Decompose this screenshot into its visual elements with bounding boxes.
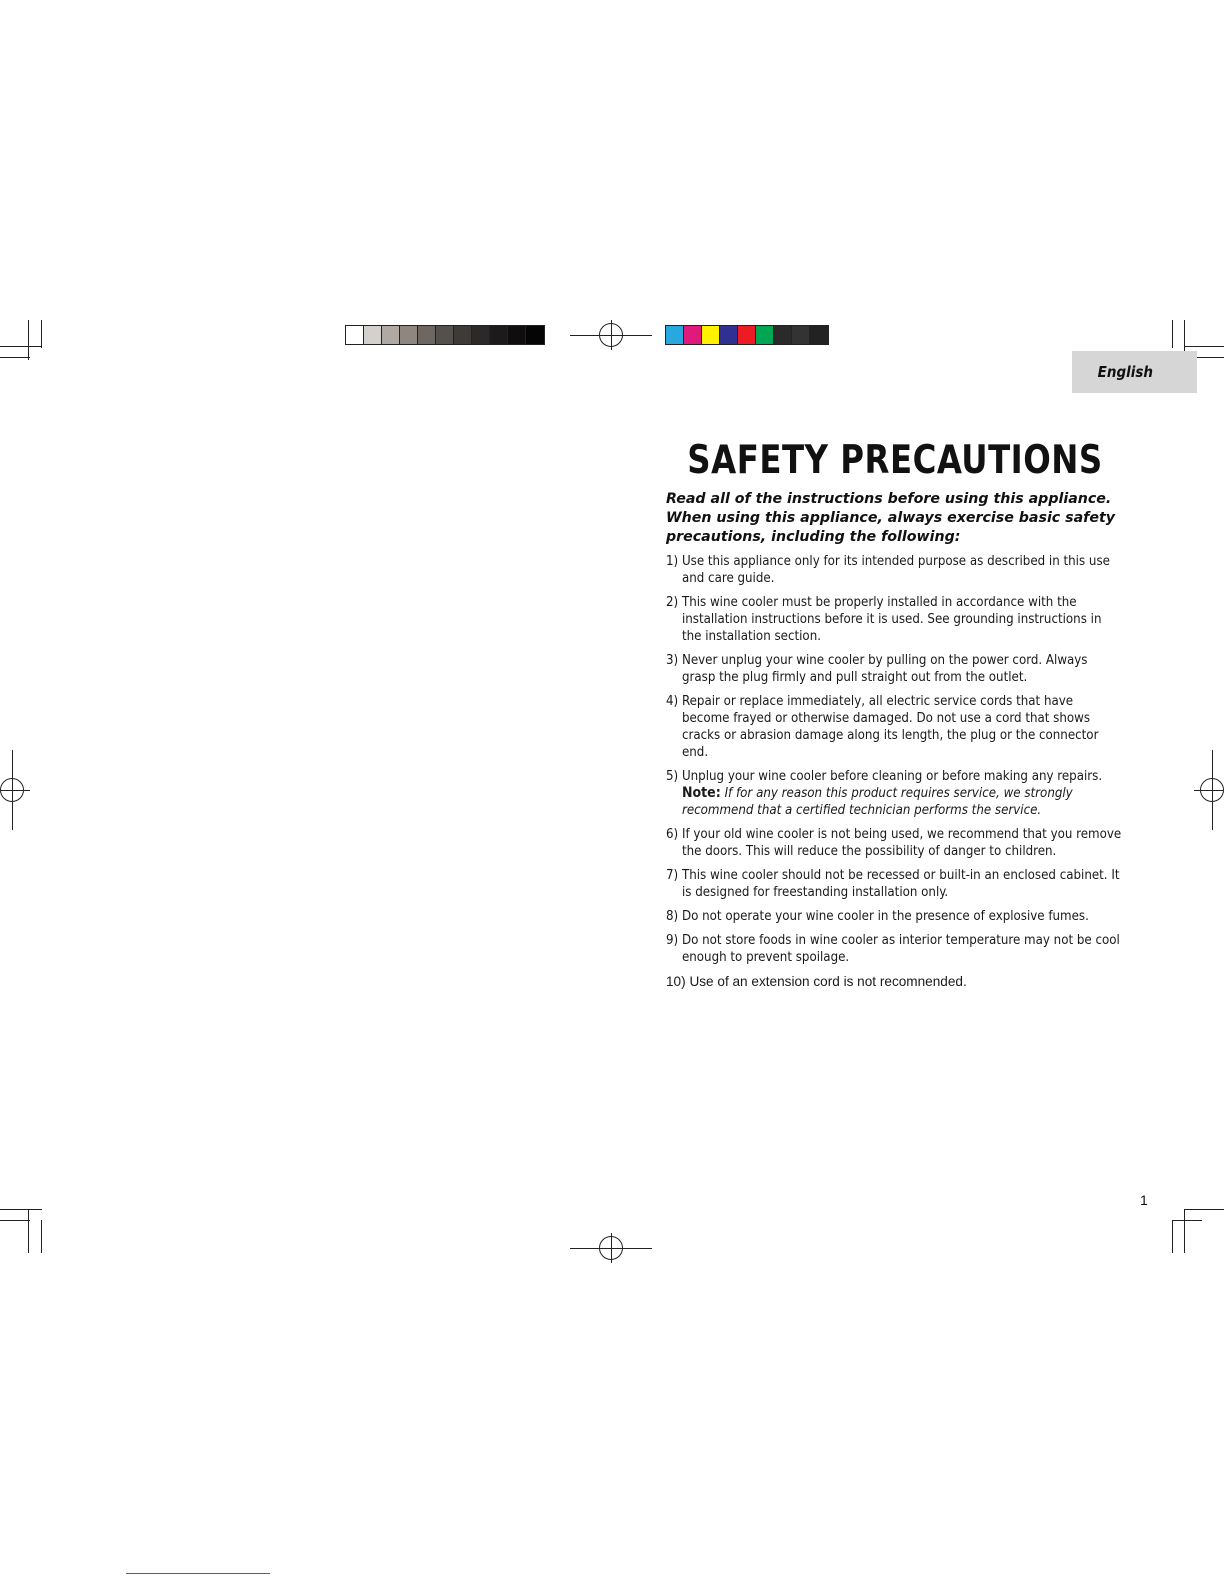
color-swatch [702,326,720,344]
list-item [666,693,1124,761]
item-number: 2) [666,595,679,610]
color-swatch [508,326,526,344]
item-number: 10) [666,974,686,989]
item-text: This wine cooler should not be recessed or built-in an enclosed cabinet. It is designed for freestanding installation only. [681,868,1120,900]
item-number: 1) [666,554,679,569]
intro-paragraph [666,490,1126,547]
color-swatch [436,326,454,344]
color-swatch [418,326,436,344]
list-item [666,594,1124,645]
color-swatch [400,326,418,344]
bottom-rule [126,1573,270,1574]
item-number: 6) [666,827,679,842]
list-item [666,973,1124,990]
color-swatch [720,326,738,344]
color-swatch [382,326,400,344]
list-item [666,932,1124,966]
color-swatch [792,326,810,344]
list-item [666,768,1124,819]
list-item [666,908,1124,925]
item-number: 3) [666,653,679,668]
item-number: 8) [666,909,679,924]
color-swatch [684,326,702,344]
process-color-bar [665,325,829,345]
color-swatch [526,326,544,344]
list-item [666,652,1124,686]
language-tab [1072,351,1197,393]
list-item [666,553,1124,587]
color-swatch [810,326,828,344]
color-swatch [774,326,792,344]
item-number: 9) [666,933,679,948]
color-swatch [454,326,472,344]
item-text: Never unplug your wine cooler by pulling on the power cord. Always grasp the plug firmly and pull straight out from the outlet. [681,653,1088,685]
precautions-list [666,553,1124,997]
color-swatch [756,326,774,344]
intro-line: precautions, including the following: [666,529,961,545]
item-text: Repair or replace immediately, all electric service cords that have become frayed or otherwise damaged. Do not use a cord that shows cracks or abrasion damage along its length, the plug or the connector end. [681,694,1099,760]
item-text: Do not operate your wine cooler in the presence of explosive fumes. [681,909,1089,924]
intro-line: Read all of the instructions before using this appliance. [666,491,1112,507]
grayscale-color-bar [345,325,545,345]
item-text: If your old wine cooler is not being used, we recommend that you remove the doors. This will reduce the possibility of danger to children. [681,827,1122,859]
item-text: Use this appliance only for its intended purpose as described in this use and care guide. [681,554,1110,586]
item-text: Do not store foods in wine cooler as interior temperature may not be cool enough to prevent spoilage. [681,933,1120,965]
item-text: Unplug your wine cooler before cleaning or before making any repairs. [681,769,1103,784]
list-item [666,826,1124,860]
color-swatch [738,326,756,344]
color-swatch [364,326,382,344]
item-number: 4) [666,694,679,709]
item-number: 7) [666,868,679,883]
color-swatch [666,326,684,344]
item-number: 5) [666,769,679,784]
note-text: If for any reason this product requires service, we strongly recommend that a certified technician performs the service. [681,786,1073,818]
note-label: Note: [681,785,721,801]
item-text: This wine cooler must be properly installed in accordance with the installation instructions before it is used. See grounding instructions in the installation section. [681,595,1102,644]
list-item [666,867,1124,901]
color-swatch [490,326,508,344]
color-swatch [472,326,490,344]
color-swatch [346,326,364,344]
language-tab-label: English [1097,363,1153,381]
intro-line: When using this appliance, always exercise basic safety [666,510,1116,526]
item-text: Use of an extension cord is not recomnended. [689,974,967,989]
page-number: 1 [1140,1192,1148,1208]
page-title: SAFETY PRECAUTIONS [687,438,1103,483]
